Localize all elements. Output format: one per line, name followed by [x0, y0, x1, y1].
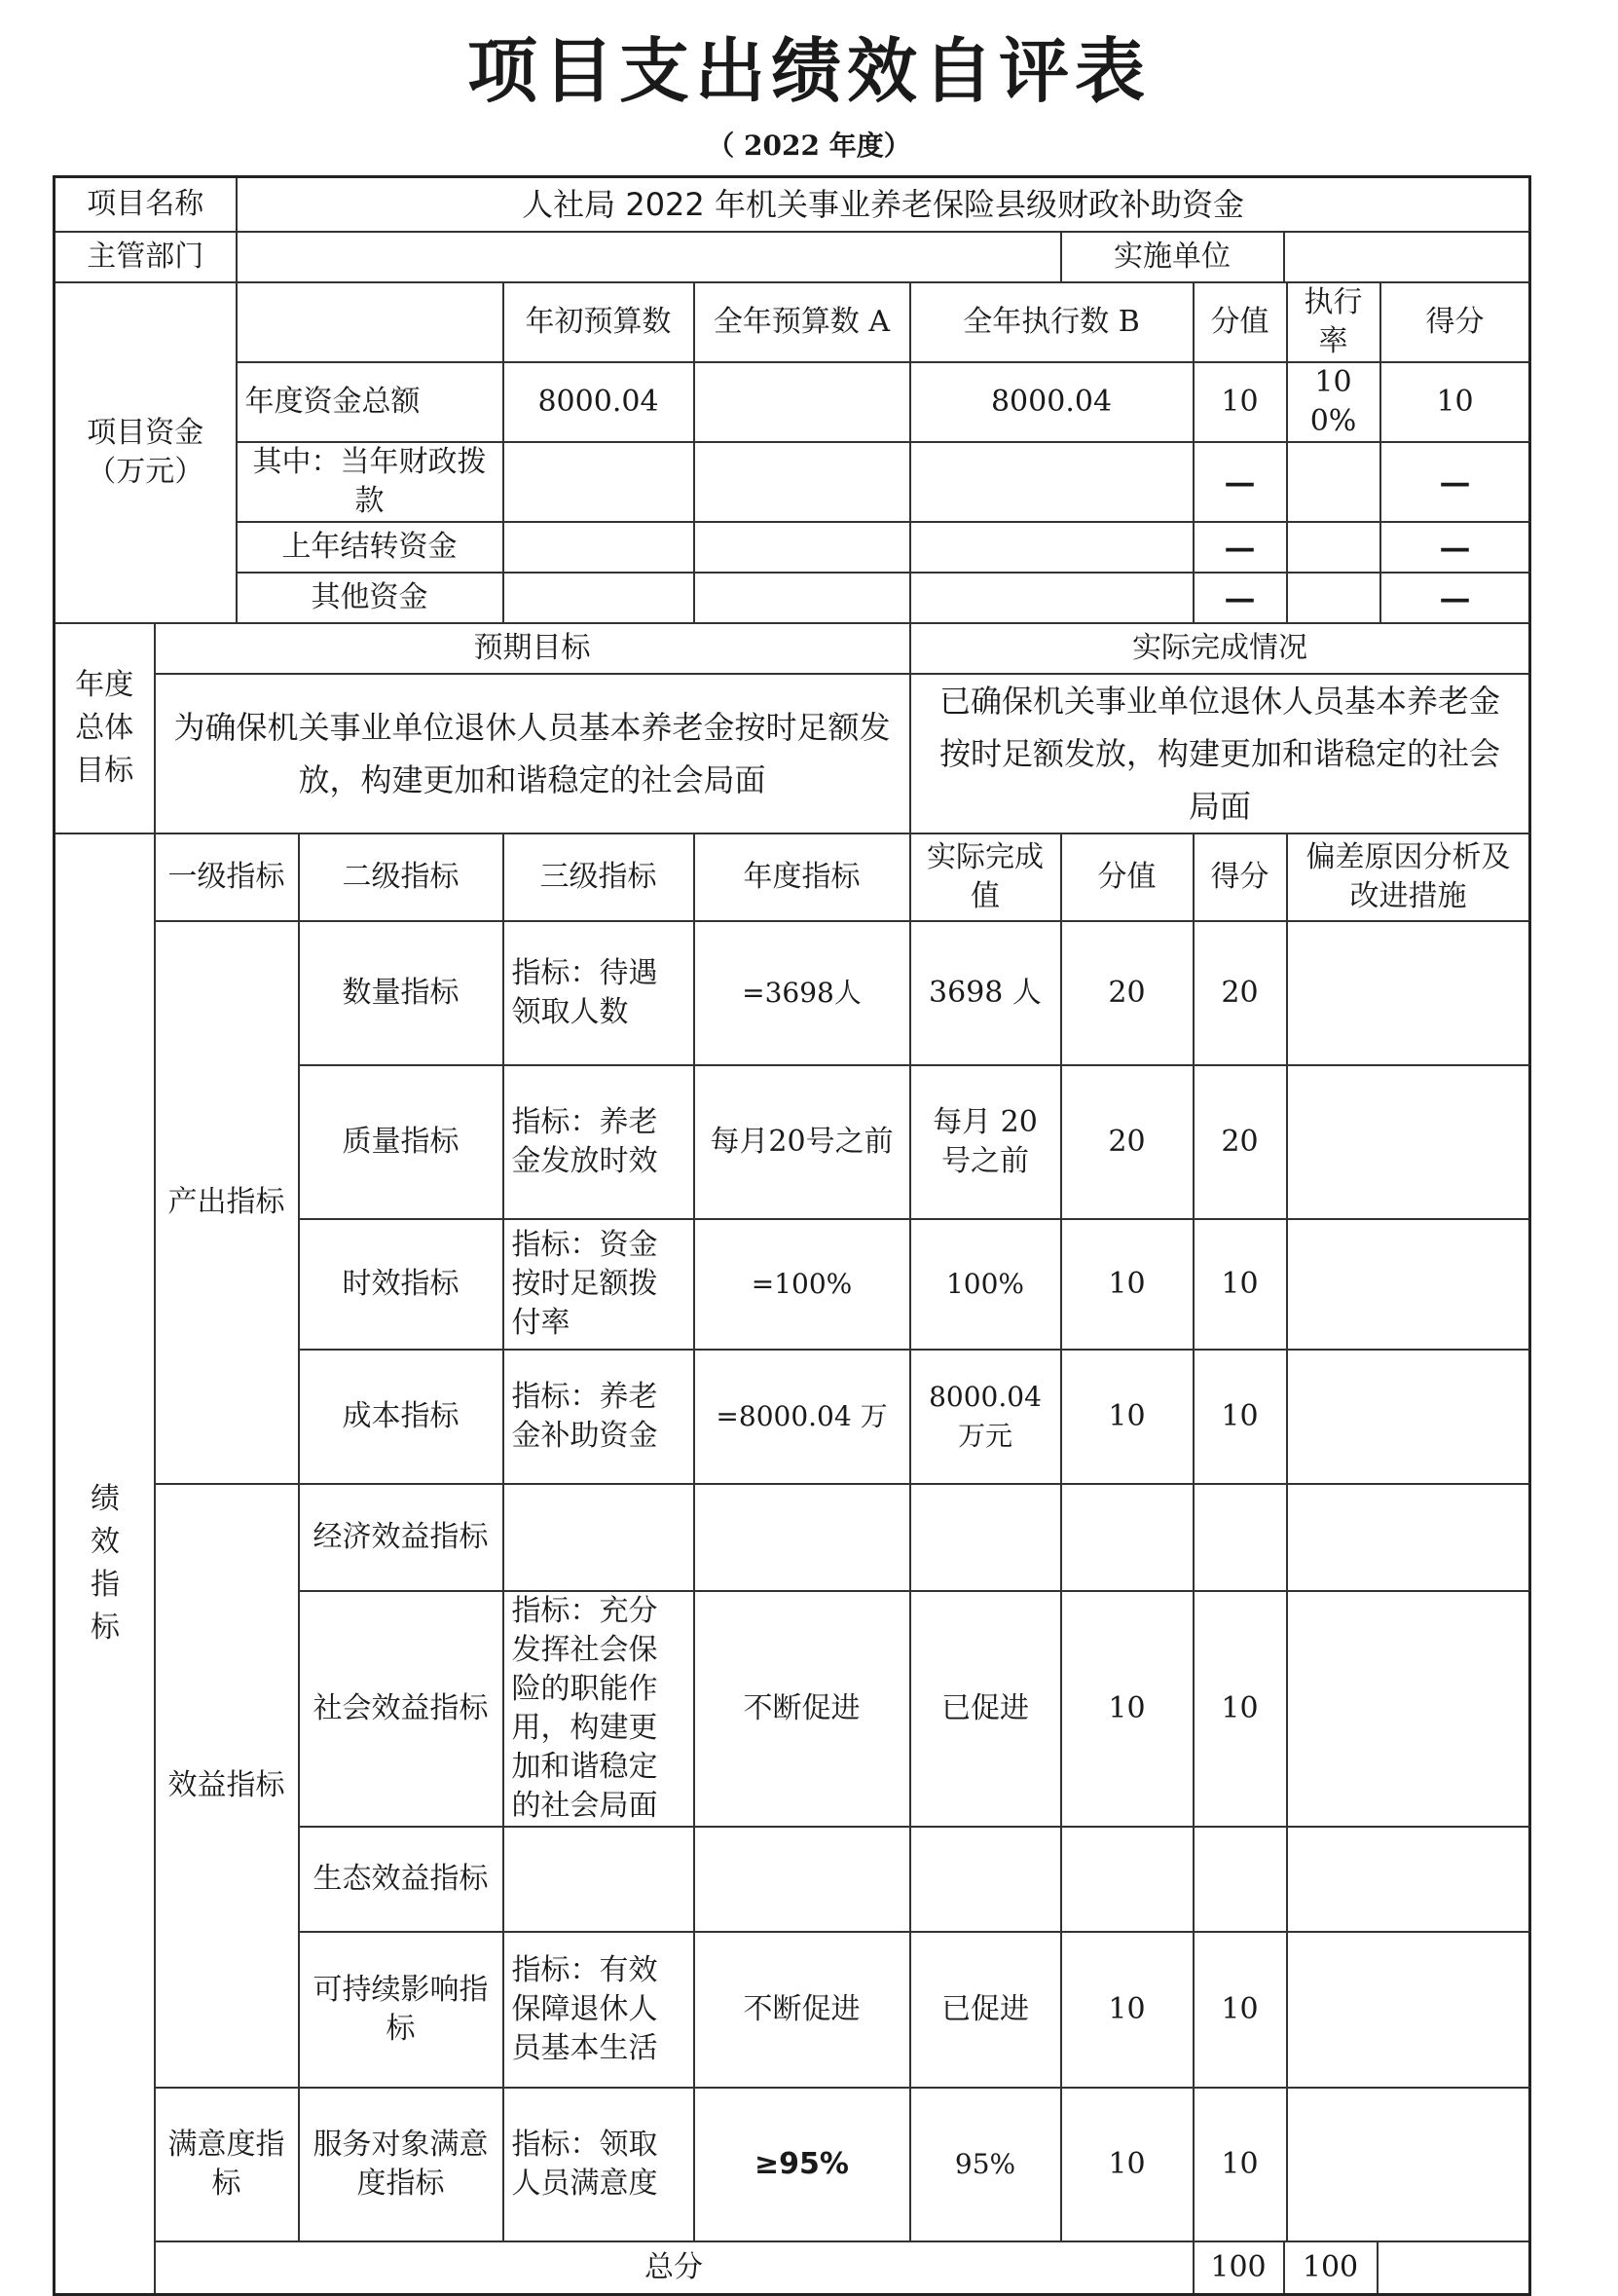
indicator-score-value: 10	[1061, 1219, 1194, 1350]
indicator-level3: 指标：领取人员满意度	[503, 2088, 694, 2241]
funds-header-budget-a: 全年预算数 A	[694, 282, 910, 362]
funds-row-rate	[1287, 522, 1380, 573]
indicator-level3	[503, 1827, 694, 1932]
indicator-score: 10	[1194, 1932, 1287, 2088]
indicator-score: 10	[1194, 1350, 1287, 1484]
header-annual: 年度指标	[694, 833, 910, 921]
expected-goal-text: 为确保机关事业单位退休人员基本养老金按时足额发放，构建更加和谐稳定的社会局面	[155, 674, 910, 833]
funds-header-blank	[237, 282, 503, 362]
indicator-analysis	[1287, 921, 1530, 1065]
goals-label: 年度总体目标	[55, 623, 155, 833]
funds-row	[55, 522, 1530, 573]
funds-row-exec-b	[910, 573, 1194, 623]
funds-row	[55, 362, 1530, 442]
funds-row-initial	[503, 522, 694, 573]
indicator-actual	[910, 1484, 1061, 1591]
indicator-level3: 指标：养老金补助资金	[503, 1350, 694, 1484]
indicator-annual: =100%	[694, 1219, 910, 1350]
indicator-analysis	[1287, 1827, 1530, 1932]
funds-header-initial: 年初预算数	[503, 282, 694, 362]
indicator-actual: 3698 人	[910, 921, 1061, 1065]
funds-row-budget-a	[694, 522, 910, 573]
indicator-score: 10	[1194, 1591, 1287, 1827]
total-row	[55, 2241, 1530, 2294]
indicator-level2: 数量指标	[299, 921, 503, 1065]
indicator-annual: ≥95%	[694, 2088, 910, 2241]
indicator-level2: 成本指标	[299, 1350, 503, 1484]
indicator-level3	[503, 1484, 694, 1591]
funds-row-name: 上年结转资金	[237, 522, 503, 573]
funds-row-initial	[503, 442, 694, 522]
indicator-level3: 指标：有效保障退休人员基本生活	[503, 1932, 694, 2088]
indicator-level2: 社会效益指标	[299, 1591, 503, 1827]
funds-row-score-value: —	[1194, 522, 1287, 573]
funds-row-name: 年度资金总额	[237, 362, 503, 442]
indicator-level2: 经济效益指标	[299, 1484, 503, 1591]
year-subtitle: （ 2022 年度）	[707, 130, 911, 162]
indicator-score-value: 10	[1061, 1350, 1194, 1484]
funds-header-exec-b: 全年执行数 B	[910, 282, 1194, 362]
dept-label: 主管部门	[55, 232, 237, 282]
indicator-score-value: 10	[1061, 1932, 1194, 2088]
indicator-analysis	[1287, 1065, 1530, 1219]
header-actual: 实际完成值	[910, 833, 1061, 921]
indicator-actual: 100%	[910, 1219, 1061, 1350]
indicator-annual	[694, 1484, 910, 1591]
indicator-annual: =8000.04 万	[694, 1350, 910, 1484]
funds-row-exec-b	[910, 442, 1194, 522]
indicator-row	[55, 921, 1530, 1065]
funds-row-name: 其中：当年财政拨款	[237, 442, 503, 522]
total-score: 100	[1284, 2241, 1378, 2294]
project-name-value: 人社局 2022 年机关事业养老保险县级财政补助资金	[237, 177, 1530, 233]
indicator-level2: 服务对象满意度指标	[299, 2088, 503, 2241]
funds-row-rate: 100%	[1287, 362, 1380, 442]
indicator-score-value: 10	[1061, 2088, 1194, 2241]
funds-header-score-value: 分值	[1194, 282, 1287, 362]
header-analysis: 偏差原因分析及改进措施	[1287, 833, 1530, 921]
indicator-annual: =3698人	[694, 921, 910, 1065]
funds-header-score: 得分	[1380, 282, 1530, 362]
funds-row-initial: 8000.04	[503, 362, 694, 442]
indicator-score-value: 10	[1061, 1591, 1194, 1827]
dept-value	[237, 232, 1061, 282]
indicator-level2: 生态效益指标	[299, 1827, 503, 1932]
indicator-header-row	[55, 833, 1530, 921]
indicator-score: 10	[1194, 2088, 1287, 2241]
actual-goal-text: 已确保机关事业单位退休人员基本养老金按时足额发放，构建更加和谐稳定的社会局面	[910, 674, 1530, 833]
indicator-annual: 不断促进	[694, 1932, 910, 2088]
funds-row-exec-b: 8000.04	[910, 362, 1194, 442]
indicator-level3: 指标：资金按时足额拨付率	[503, 1219, 694, 1350]
indicator-actual: 8000.04 万元	[910, 1350, 1061, 1484]
indicators-section-label: 绩效指标	[55, 833, 155, 2294]
evaluation-table	[53, 175, 1531, 2296]
funds-row-score: —	[1380, 573, 1530, 623]
indicator-analysis	[1287, 1484, 1530, 1591]
goals-content-row	[55, 674, 1530, 833]
indicator-analysis	[1287, 2088, 1530, 2241]
header-level2: 二级指标	[299, 833, 503, 921]
indicator-score	[1194, 1484, 1287, 1591]
indicator-score-value	[1061, 1827, 1194, 1932]
funds-row-budget-a	[694, 442, 910, 522]
indicator-score-value	[1061, 1484, 1194, 1591]
indicator-actual: 已促进	[910, 1932, 1061, 2088]
total-label: 总分	[155, 2241, 1194, 2294]
funds-header-rate: 执行率	[1287, 282, 1380, 362]
funds-row-score: —	[1380, 522, 1530, 573]
header-score: 得分	[1194, 833, 1287, 921]
project-name-row	[55, 177, 1530, 233]
indicator-actual: 已促进	[910, 1591, 1061, 1827]
indicator-annual	[694, 1827, 910, 1932]
indicator-score-value: 20	[1061, 1065, 1194, 1219]
funds-row-score-value: —	[1194, 442, 1287, 522]
department-row	[55, 232, 1530, 282]
funds-row-rate	[1287, 442, 1380, 522]
indicator-level3: 指标：待遇领取人数	[503, 921, 694, 1065]
funds-row-budget-a	[694, 573, 910, 623]
indicator-annual: 不断促进	[694, 1591, 910, 1827]
indicator-analysis	[1287, 1591, 1530, 1827]
indicator-score-value: 20	[1061, 921, 1194, 1065]
funds-row-rate	[1287, 573, 1380, 623]
expected-goal-header: 预期目标	[155, 623, 910, 674]
output-indicator-label: 产出指标	[155, 921, 299, 1484]
project-name-label: 项目名称	[55, 177, 237, 233]
funds-row-score: 10	[1380, 362, 1530, 442]
funds-row	[55, 442, 1530, 522]
impl-unit-value	[1284, 232, 1530, 282]
funds-row-score: —	[1380, 442, 1530, 522]
funds-row-name: 其他资金	[237, 573, 503, 623]
indicator-level2: 可持续影响指标	[299, 1932, 503, 2088]
page-title: 项目支出绩效自评表	[466, 30, 1151, 112]
indicator-level3: 指标：充分发挥社会保险的职能作用，构建更加和谐稳定的社会局面	[503, 1591, 694, 1827]
funds-header-row	[55, 282, 1530, 362]
indicator-actual	[910, 1827, 1061, 1932]
indicator-row	[55, 2088, 1530, 2241]
funds-row-budget-a	[694, 362, 910, 442]
indicator-actual: 95%	[910, 2088, 1061, 2241]
actual-goal-header: 实际完成情况	[910, 623, 1530, 674]
indicator-analysis	[1287, 1932, 1530, 2088]
header-level1: 一级指标	[155, 833, 299, 921]
indicator-score: 20	[1194, 921, 1287, 1065]
total-analysis	[1378, 2241, 1530, 2294]
funds-row-score-value: —	[1194, 573, 1287, 623]
funds-row-score-value: 10	[1194, 362, 1287, 442]
indicator-level2: 时效指标	[299, 1219, 503, 1350]
indicator-analysis	[1287, 1219, 1530, 1350]
indicator-level2: 质量指标	[299, 1065, 503, 1219]
indicator-score: 20	[1194, 1065, 1287, 1219]
funds-row	[55, 573, 1530, 623]
indicator-annual: 每月20号之前	[694, 1065, 910, 1219]
total-score-value: 100	[1194, 2241, 1284, 2294]
goals-header-row	[55, 623, 1530, 674]
funds-row-exec-b	[910, 522, 1194, 573]
header-score-value: 分值	[1061, 833, 1194, 921]
indicator-actual: 每月 20 号之前	[910, 1065, 1061, 1219]
benefit-indicator-label: 效益指标	[155, 1484, 299, 2088]
impl-unit-label: 实施单位	[1061, 232, 1284, 282]
indicator-row	[55, 1484, 1530, 1591]
satisfaction-indicator-label: 满意度指标	[155, 2088, 299, 2241]
funds-row-initial	[503, 573, 694, 623]
indicator-score: 10	[1194, 1219, 1287, 1350]
funds-label: 项目资金（万元）	[55, 282, 237, 623]
indicator-score	[1194, 1827, 1287, 1932]
header-level3: 三级指标	[503, 833, 694, 921]
indicator-level3: 指标：养老金发放时效	[503, 1065, 694, 1219]
indicator-analysis	[1287, 1350, 1530, 1484]
